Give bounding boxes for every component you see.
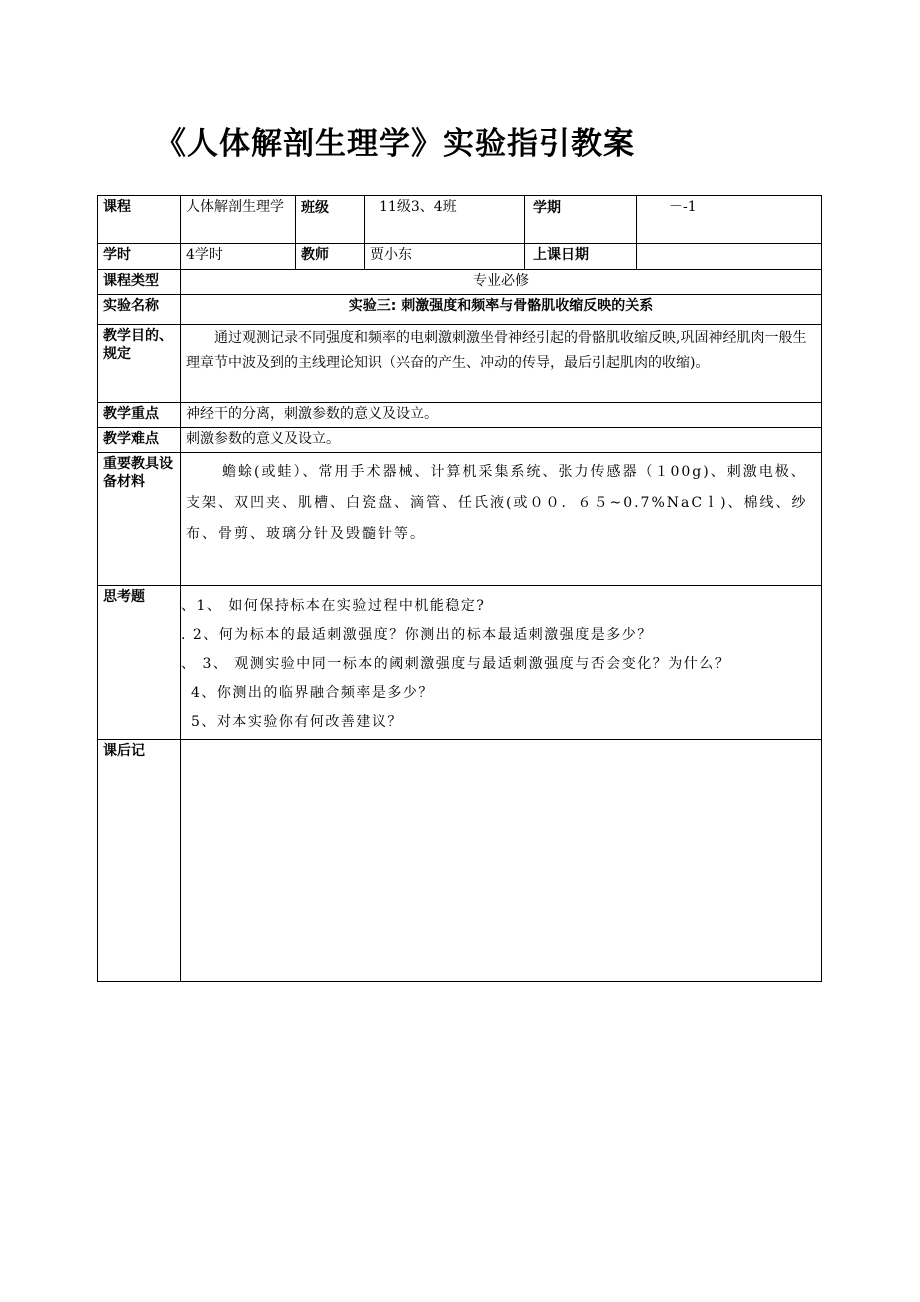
table-row [98, 270, 822, 295]
key-point-label: 教学重点 [98, 403, 181, 428]
table-row [98, 244, 822, 270]
course-type-value: 专业必修 [181, 270, 822, 295]
lesson-plan-table [97, 195, 822, 982]
table-row [98, 403, 822, 428]
difficulty-text: 刺激参数的意义及设立。 [181, 428, 822, 453]
class-value: 11级3、4班 [365, 196, 525, 244]
teacher-label: 教师 [296, 244, 365, 270]
class-date-label: 上课日期 [525, 244, 637, 270]
table-row [98, 325, 822, 403]
hours-value: 4学时 [181, 244, 296, 270]
notes-label: 课后记 [98, 740, 181, 982]
key-point-text: 神经干的分离，刺激参数的意义及设立。 [181, 403, 822, 428]
list-item: 5、对本实验你有何改善建议？ [191, 714, 403, 730]
table-row [98, 740, 822, 982]
notes-value [181, 740, 822, 982]
teacher-value: 贾小东 [365, 244, 525, 270]
table-row [98, 453, 822, 586]
table-row [98, 196, 822, 244]
experiment-name-label: 实验名称 [98, 295, 181, 325]
course-type-label: 课程类型 [98, 270, 181, 295]
table-row [98, 428, 822, 453]
course-label: 课程 [98, 196, 181, 244]
hours-label: 学时 [98, 244, 181, 270]
term-value: －-1 [637, 196, 822, 244]
objective-text: 通过观测记录不同强度和频率的电刺激刺激坐骨神经引起的骨骼肌收缩反映,巩固神经肌肉一般生理章节中波及到的主线理论知识（兴奋的产生、冲动的传导，最后引起肌肉的收缩)。 [186, 330, 807, 371]
class-date-value [637, 244, 822, 270]
term-label: 学期 [525, 196, 637, 244]
table-row [98, 295, 822, 325]
table-row [98, 586, 822, 740]
difficulty-label: 教学难点 [98, 428, 181, 453]
list-item: . 2、何为标本的最适刺激强度？你测出的标本最适刺激强度是多少？ [181, 627, 653, 643]
list-item: 4、你测出的临界融合频率是多少？ [191, 685, 434, 701]
list-item: 、 3、 观测实验中同一标本的阈刺激强度与最适刺激强度与否会变化？为什么？ [181, 656, 731, 672]
document-title: 《人体解剖生理学》实验指引教案 [155, 126, 635, 162]
class-label: 班级 [296, 196, 365, 244]
materials-label: 重要教具设备材料 [98, 453, 181, 586]
experiment-name-value: 实验三: 刺激强度和频率与骨骼肌收缩反映的关系 [181, 295, 822, 325]
course-value: 人体解剖生理学 [181, 196, 296, 244]
list-item: 、1、 如何保持标本在实验过程中机能稳定? [181, 598, 486, 614]
objective-label: 教学目的、规定 [98, 325, 181, 403]
questions-list [181, 588, 816, 737]
materials-text: 蟾蜍(或蛙）、常用手术器械、计算机采集系统、张力传感器（１00g)、刺激电极、支架、双凹夹、肌槽、白瓷盘、滴管、任氏液(或００．６５~0.7%NaCｌ)、棉线、纱布、骨剪、玻璃分针及毁髓针等。 [186, 464, 808, 542]
questions-label: 思考题 [98, 586, 181, 740]
